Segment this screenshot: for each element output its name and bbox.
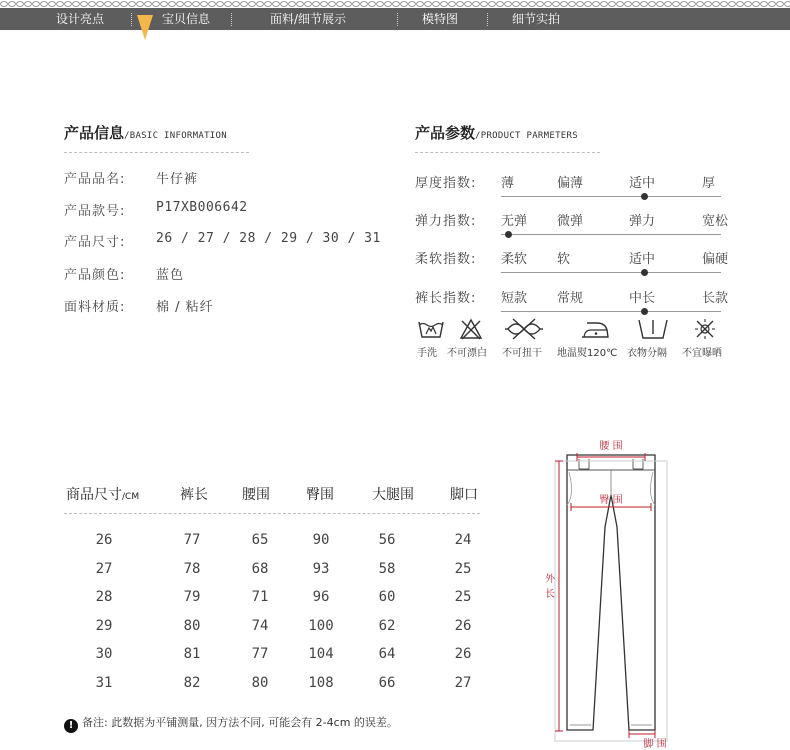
param-option: 弹力 — [629, 214, 656, 229]
param-option: 软 — [557, 252, 571, 267]
table-cell: 24 — [454, 532, 472, 548]
table-cell: 80 — [251, 674, 269, 691]
table-cell: 96 — [312, 589, 330, 605]
table-cell: 25 — [454, 589, 472, 605]
length-label-2: 长 — [545, 589, 555, 600]
hem-label: 脚 围 — [643, 739, 667, 750]
table-cell: 93 — [312, 560, 330, 577]
table-cell: 79 — [183, 589, 201, 605]
table-cell: 66 — [378, 674, 396, 691]
nav-tab-detail-photos[interactable]: 细节实拍 — [512, 12, 561, 26]
param-option: 厚 — [702, 176, 716, 191]
table-cell: 65 — [251, 532, 269, 548]
table-cell: 31 — [95, 674, 113, 691]
size-table-header-waist: 腰围 — [242, 487, 270, 503]
table-cell: 58 — [378, 560, 396, 577]
param-selected-marker — [505, 231, 512, 238]
param-option: 宽松 — [702, 214, 729, 229]
param-option: 适中 — [629, 252, 656, 267]
param-scale-line — [501, 196, 721, 197]
param-option: 无弹 — [501, 214, 528, 229]
wash-separately-icon — [638, 318, 668, 340]
pants-measurement-diagram — [545, 435, 675, 750]
param-label: 裤长指数: — [415, 291, 477, 306]
param-row — [415, 172, 725, 202]
hand-wash-icon — [418, 318, 444, 340]
param-option: 短款 — [501, 291, 528, 306]
param-option: 柔软 — [501, 252, 528, 267]
table-cell: 27 — [95, 560, 113, 577]
param-row — [415, 210, 729, 240]
table-cell: 26 — [95, 532, 113, 548]
divider — [64, 152, 249, 153]
param-option: 长款 — [702, 291, 729, 306]
nav-tab-product-info[interactable]: 宝贝信息 — [162, 12, 211, 26]
table-cell: 71 — [251, 589, 269, 605]
nav-tab-design[interactable]: 设计亮点 — [56, 12, 105, 26]
param-option: 薄 — [501, 176, 515, 191]
table-cell: 82 — [183, 674, 201, 691]
no-bleach-icon — [459, 318, 483, 340]
care-label-no-wring: 不可扭干 — [502, 348, 542, 359]
waist-label: 腰 围 — [599, 441, 623, 452]
param-row — [415, 287, 729, 317]
table-cell: 62 — [378, 617, 396, 634]
table-cell: 29 — [95, 617, 113, 634]
param-scale-line — [501, 234, 721, 235]
param-selected-marker — [641, 308, 648, 315]
param-selected-marker — [641, 193, 648, 200]
param-scale-line — [501, 311, 721, 312]
param-label: 弹力指数: — [415, 214, 477, 229]
low-iron-icon — [578, 318, 612, 340]
nav-tab-fabric-detail[interactable]: 面料/细节展示 — [270, 12, 347, 26]
care-label-wash-separately: 衣物分隔 — [627, 348, 667, 359]
care-label-hand-wash: 手洗 — [417, 348, 437, 359]
nav-decorative-border — [0, 0, 790, 8]
table-divider — [64, 513, 480, 514]
table-cell: 68 — [251, 560, 269, 577]
table-cell: 74 — [251, 617, 269, 634]
table-cell: 77 — [251, 646, 269, 662]
param-selected-marker — [641, 269, 648, 276]
nav-divider — [231, 13, 232, 26]
table-cell: 81 — [183, 646, 201, 662]
size-table-header-size: 商品尺寸/CM — [66, 487, 140, 503]
size-table-header-hip: 臀围 — [306, 487, 334, 503]
care-label-no-bleach: 不可漂白 — [447, 348, 487, 359]
table-cell: 100 — [308, 617, 334, 634]
product-info-heading: 产品信息/BASIC INFORMATION — [64, 124, 227, 142]
table-cell: 78 — [183, 560, 201, 577]
table-cell: 28 — [95, 589, 113, 605]
nav-tab-model[interactable]: 模特图 — [422, 12, 459, 26]
param-option: 偏薄 — [557, 176, 584, 191]
size-table-header-length: 裤长 — [180, 487, 208, 503]
length-label-1: 外 — [545, 574, 555, 585]
table-cell: 56 — [378, 532, 396, 548]
nav-divider — [487, 13, 488, 26]
table-cell: 26 — [454, 646, 472, 662]
measurement-note: ! 备注: 此数据为平铺测量, 因方法不同, 可能会有 2-4cm 的误差。 — [64, 714, 398, 733]
table-cell: 90 — [312, 532, 330, 548]
care-label-low-iron: 地温熨120℃ — [557, 348, 618, 359]
param-label: 柔软指数: — [415, 252, 477, 267]
active-tab-arrow-icon — [137, 8, 153, 40]
param-option: 偏硬 — [702, 252, 729, 267]
param-scale-line — [501, 272, 721, 273]
size-table-header-hem: 脚口 — [450, 487, 478, 503]
param-option: 中长 — [629, 291, 656, 306]
alert-icon: ! — [64, 719, 78, 733]
nav-divider — [131, 13, 132, 26]
table-cell: 108 — [308, 674, 334, 691]
table-cell: 77 — [183, 532, 201, 548]
table-cell: 80 — [183, 617, 201, 634]
nav-divider — [397, 13, 398, 26]
param-option: 微弹 — [557, 214, 584, 229]
nav-bar — [0, 8, 790, 30]
table-cell: 27 — [454, 674, 472, 691]
param-row — [415, 248, 729, 278]
table-cell: 30 — [95, 646, 113, 662]
no-sun-dry-icon — [694, 318, 716, 340]
no-wring-icon — [504, 318, 544, 340]
size-table-header-thigh: 大腿围 — [372, 487, 414, 503]
table-cell: 60 — [378, 589, 396, 605]
table-cell: 25 — [454, 560, 472, 577]
param-label: 厚度指数: — [415, 176, 477, 191]
care-label-no-sun-dry: 不宜曝晒 — [682, 348, 722, 359]
table-cell: 26 — [454, 617, 472, 634]
hip-label: 臀 围 — [599, 495, 623, 506]
param-option: 常规 — [557, 291, 584, 306]
product-params-heading: 产品参数/PRODUCT PARMETERS — [415, 124, 578, 142]
table-cell: 104 — [308, 646, 334, 662]
table-cell: 64 — [378, 646, 396, 662]
divider — [415, 152, 600, 153]
param-option: 适中 — [629, 176, 656, 191]
